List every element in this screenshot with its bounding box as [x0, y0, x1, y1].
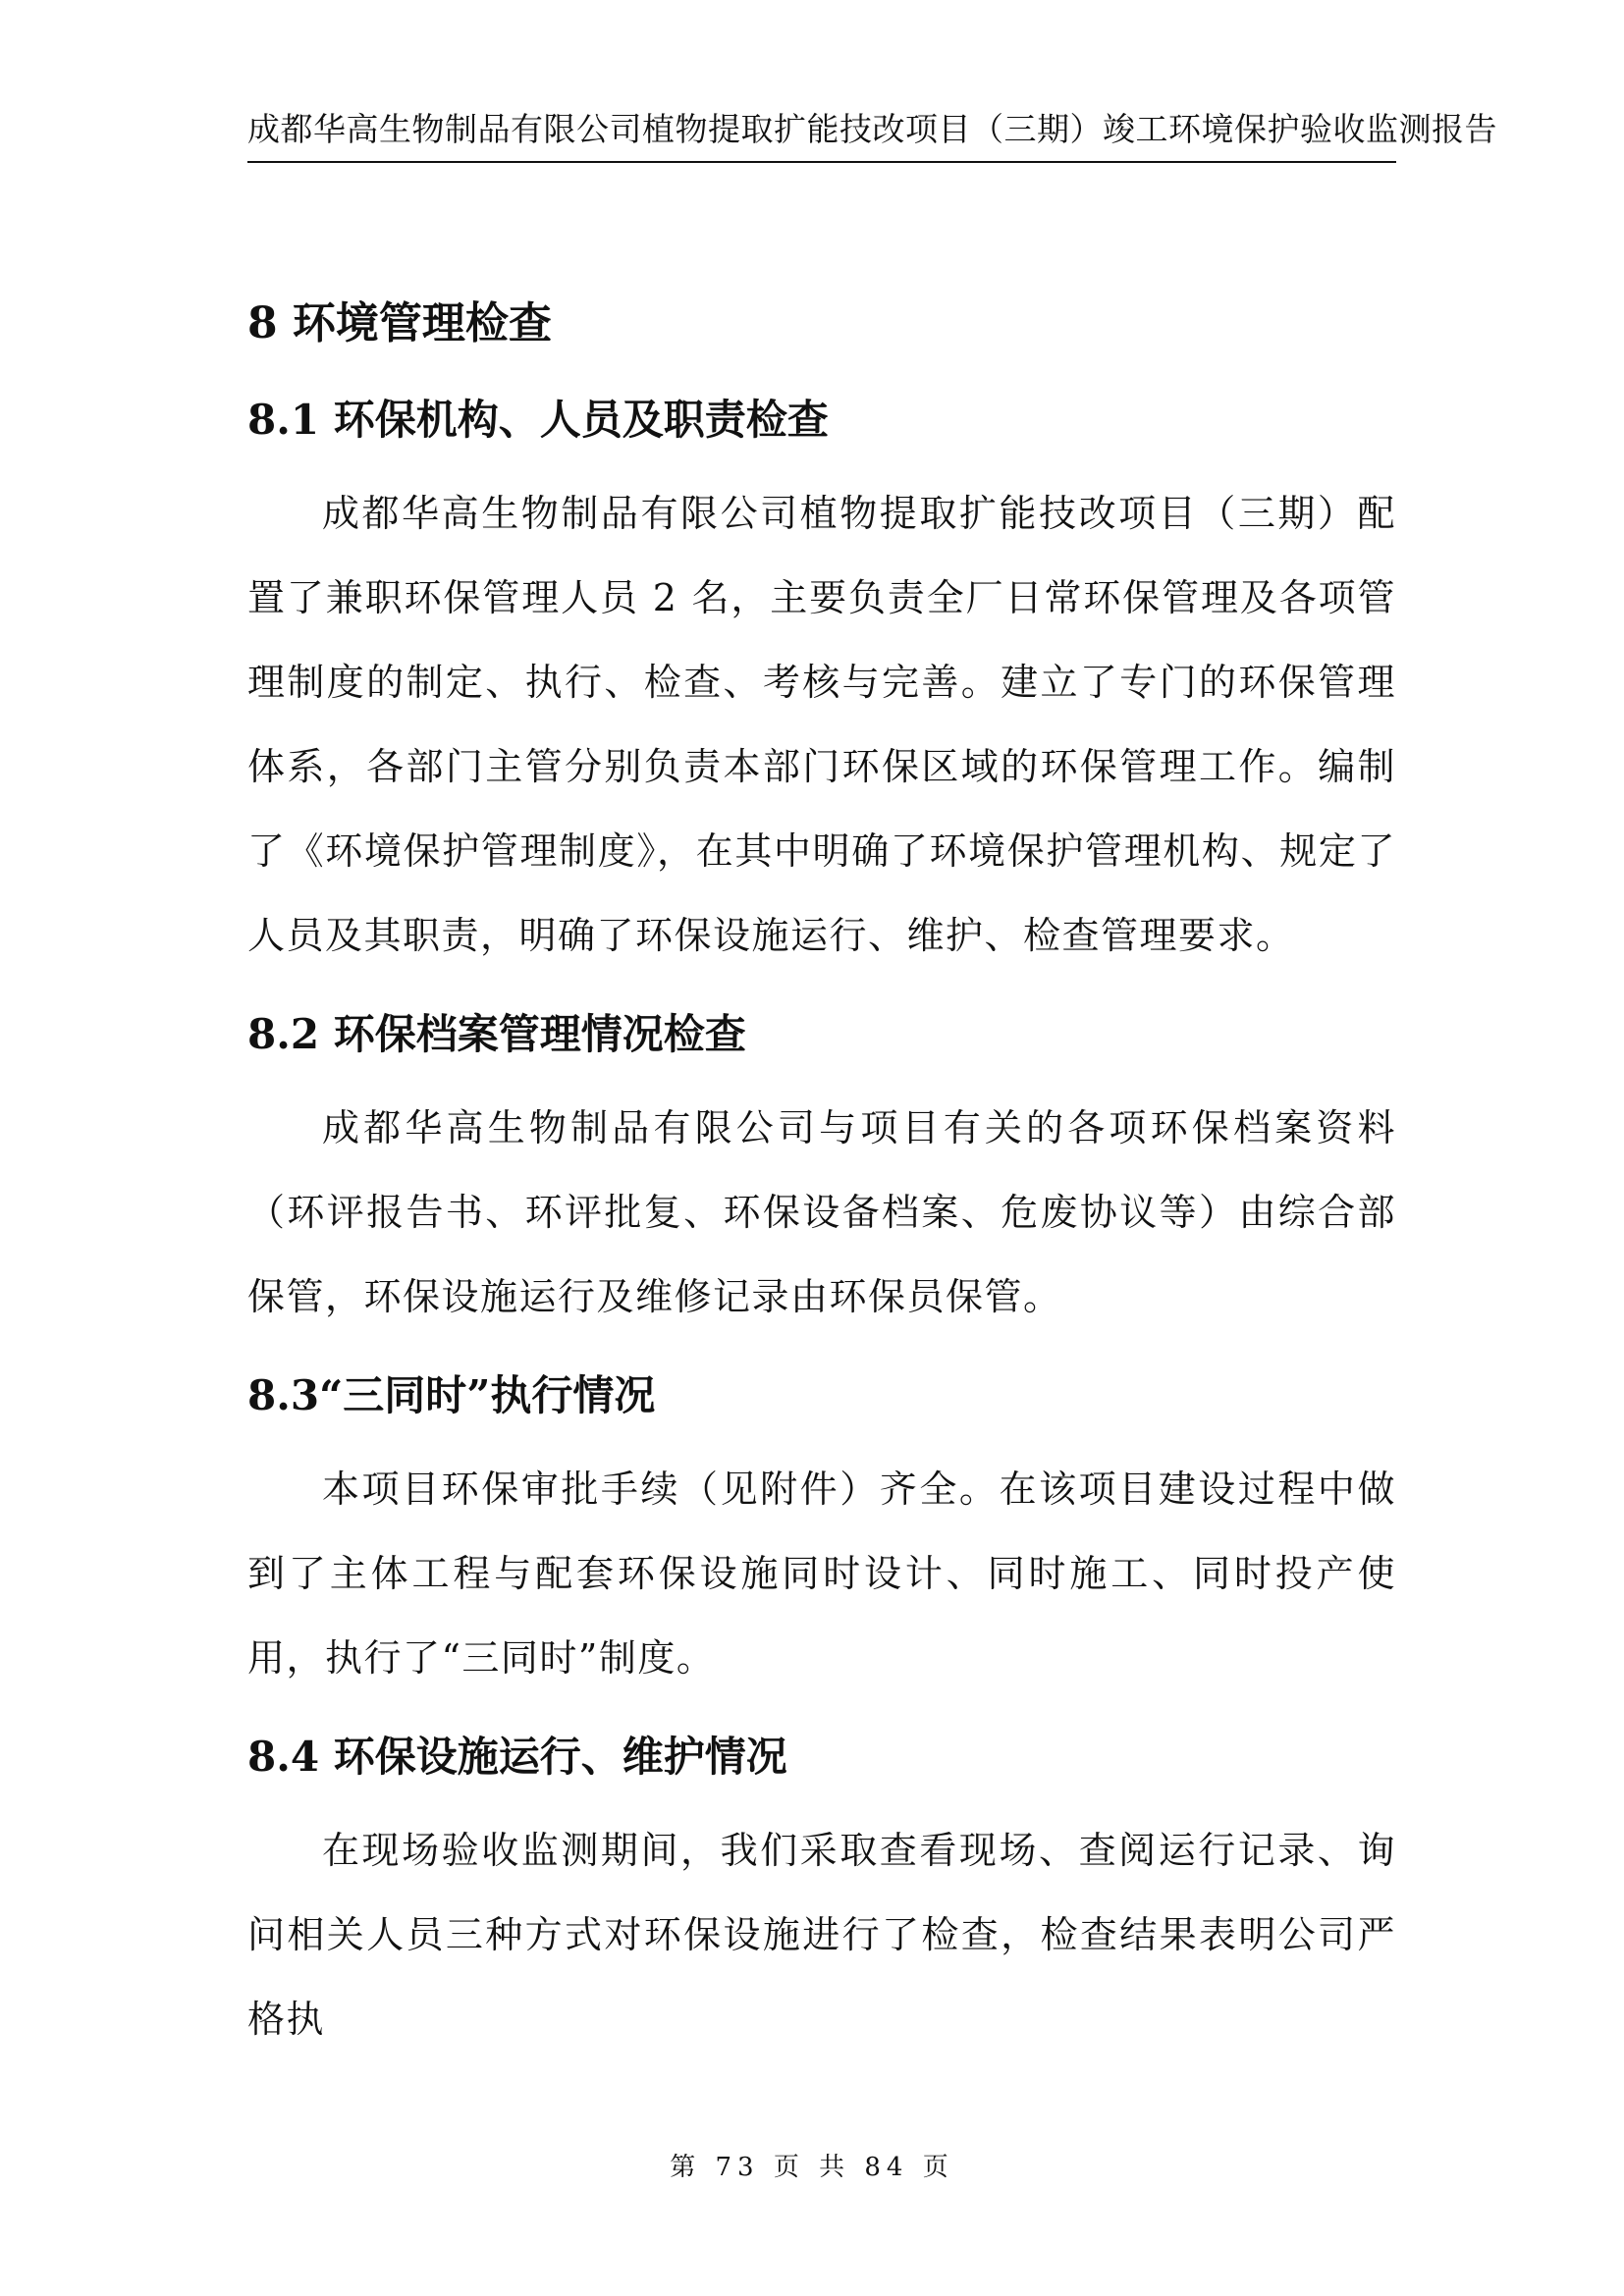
section-title-8-4: 8.4 环保设施运行、维护情况 — [247, 1733, 787, 1781]
chapter-title: 8 环境管理检查 — [247, 298, 552, 348]
report-title: 成都华高生物制品有限公司植物提取扩能技改项目（三期）竣工环境保护验收监测报告 — [247, 110, 1497, 148]
page-number: 第 73 页 共 84 页 — [670, 2153, 954, 2182]
page-header — [247, 106, 1497, 163]
page-content — [247, 285, 1396, 2061]
page-footer — [0, 2148, 1624, 2187]
section-paragraph-8-1: 成都华高生物制品有限公司植物提取扩能技改项目（三期）配置了兼职环保管理人员 2 名，主要负责全厂日常环保管理及各项管理制度的制定、执行、检查、考核与完善。建立了专门的环保管理体系，各部门主管分别负责本部门环保区域的环保管理工作。编制了《环境保护管理制度》，在其中明确了环境保护管理机构、规定了人员及其职责，明确了环保设施运行、维护、检查管理要求。 — [247, 492, 1396, 957]
section-title-8-1: 8.1 环保机构、人员及职责检查 — [247, 396, 829, 444]
section-title-8-3: 8.3“三同时”执行情况 — [247, 1371, 656, 1419]
section-paragraph-8-2: 成都华高生物制品有限公司与项目有关的各项环保档案资料（环评报告书、环评批复、环保设备档案、危废协议等）由综合部保管，环保设施运行及维修记录由环保员保管。 — [247, 1106, 1396, 1318]
section-paragraph-8-4: 在现场验收监测期间，我们采取查看现场、查阅运行记录、询问相关人员三种方式对环保设施进行了检查，检查结果表明公司严格执 — [247, 1829, 1396, 2041]
section-title-8-2: 8.2 环保档案管理情况检查 — [247, 1010, 746, 1058]
section-paragraph-8-3: 本项目环保审批手续（见附件）齐全。在该项目建设过程中做到了主体工程与配套环保设施同时设计、同时施工、同时投产使用，执行了“三同时”制度。 — [247, 1468, 1396, 1680]
